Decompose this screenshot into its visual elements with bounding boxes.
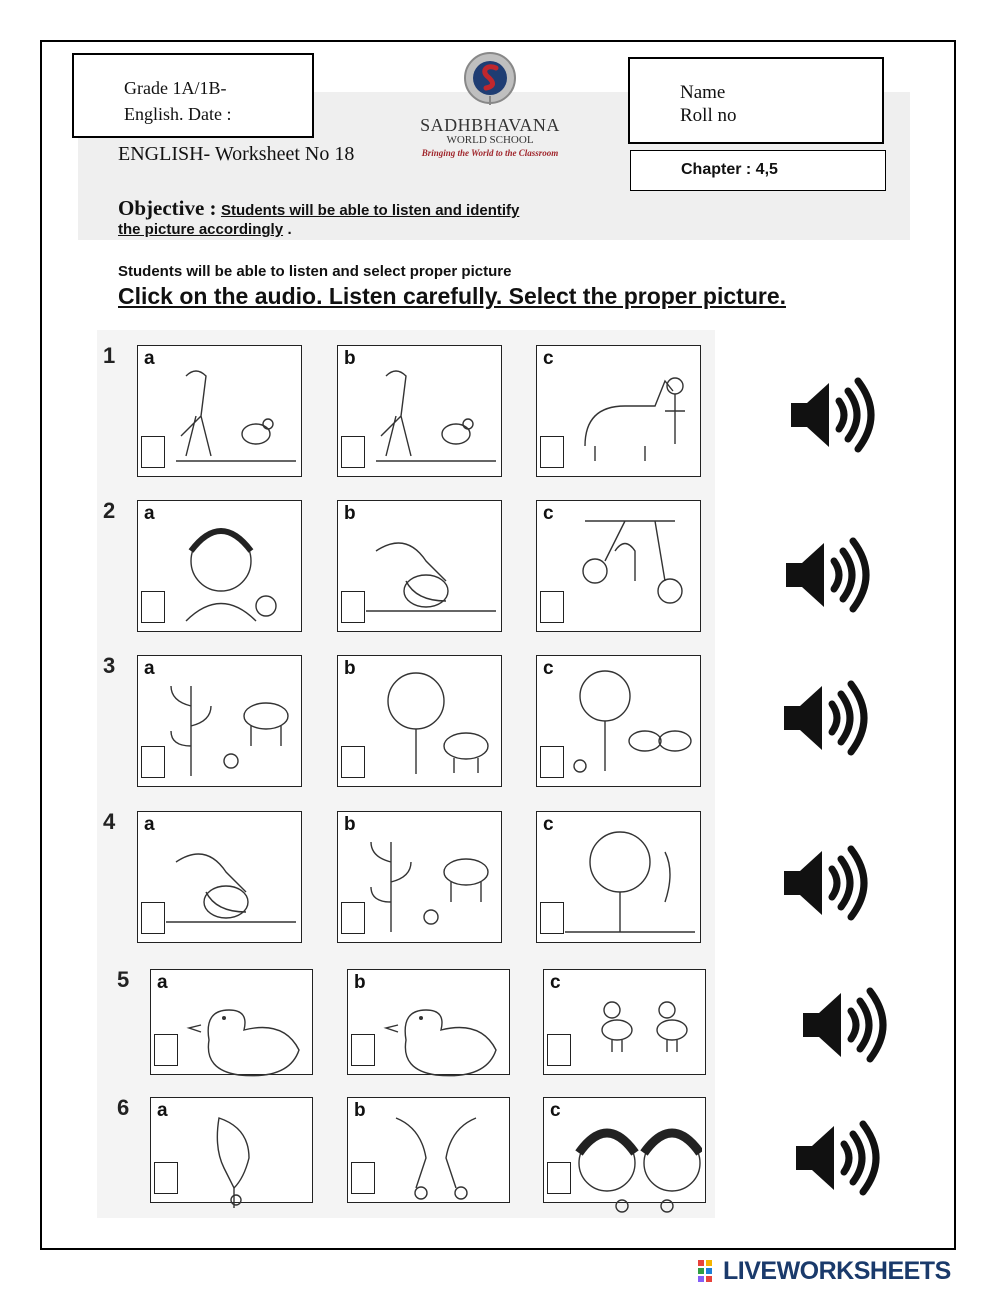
school-emblem-icon: [462, 50, 518, 106]
picture-option-b[interactable]: [337, 655, 502, 787]
option-letter: a: [144, 503, 155, 524]
audio-speaker-icon[interactable]: [778, 843, 868, 923]
school-name: SADHBHAVANA: [420, 115, 560, 135]
question-number: 5: [117, 967, 130, 992]
option-letter: b: [354, 972, 366, 993]
answer-checkbox[interactable]: [540, 436, 564, 468]
picture-illustration: [376, 1108, 506, 1220]
option-letter: a: [157, 972, 168, 993]
answer-checkbox[interactable]: [341, 902, 365, 934]
picture-illustration: [565, 356, 695, 468]
picture-illustration: [565, 511, 695, 623]
roll-label: Roll no: [680, 105, 737, 126]
grade-line: Grade 1A/1B-: [124, 78, 227, 98]
option-letter: a: [144, 814, 155, 835]
liveworksheets-logo-icon: [698, 1260, 720, 1282]
name-label: Name: [680, 82, 726, 103]
answer-checkbox[interactable]: [341, 436, 365, 468]
picture-illustration: [376, 980, 506, 1092]
english-date-line: English. Date :: [124, 104, 232, 124]
objective-text: Students will be able to listen and identify the picture accordingly: [118, 202, 520, 238]
footer-brand: LIVEWORKSHEETS: [723, 1257, 951, 1285]
instruction-subtitle: Students will be able to listen and select proper picture: [118, 263, 512, 280]
option-letter: a: [157, 1100, 168, 1121]
name-box[interactable]: [628, 57, 884, 144]
picture-illustration: [166, 356, 296, 468]
picture-illustration: [179, 980, 309, 1092]
answer-checkbox[interactable]: [154, 1162, 178, 1194]
liveworksheets-footer[interactable]: [698, 1257, 951, 1286]
audio-speaker-icon[interactable]: [797, 985, 887, 1065]
picture-option-a[interactable]: [137, 811, 302, 943]
picture-option-c[interactable]: [536, 811, 701, 943]
answer-checkbox[interactable]: [141, 746, 165, 778]
worksheet-title: ENGLISH- Worksheet No 18: [118, 143, 355, 165]
picture-option-a[interactable]: [137, 345, 302, 477]
instruction-main: Click on the audio. Listen carefully. Select the proper picture.: [118, 283, 786, 309]
answer-checkbox[interactable]: [341, 591, 365, 623]
question-number: 4: [103, 809, 116, 834]
picture-illustration: [366, 511, 496, 623]
option-letter: c: [543, 658, 554, 679]
school-logo: [410, 50, 570, 170]
picture-illustration: [565, 822, 695, 934]
audio-speaker-icon[interactable]: [785, 375, 875, 455]
answer-checkbox[interactable]: [547, 1162, 571, 1194]
picture-option-b[interactable]: [337, 345, 502, 477]
picture-illustration: [366, 356, 496, 468]
answer-checkbox[interactable]: [351, 1034, 375, 1066]
chapter-box: [630, 150, 886, 191]
answer-checkbox[interactable]: [351, 1162, 375, 1194]
picture-illustration: [166, 511, 296, 623]
answer-checkbox[interactable]: [141, 436, 165, 468]
answer-checkbox[interactable]: [540, 902, 564, 934]
question-number: 3: [103, 653, 116, 678]
audio-speaker-icon[interactable]: [790, 1118, 880, 1198]
picture-option-b[interactable]: [337, 811, 502, 943]
chapter-label: Chapter : 4,5: [681, 161, 778, 178]
school-tagline: Bringing the World to the Classroom: [421, 148, 559, 158]
answer-checkbox[interactable]: [547, 1034, 571, 1066]
picture-illustration: [565, 666, 695, 778]
option-letter: c: [543, 814, 554, 835]
picture-option-a[interactable]: [150, 1097, 313, 1203]
picture-illustration: [366, 666, 496, 778]
school-subtitle: WORLD SCHOOL: [446, 134, 534, 146]
picture-option-c[interactable]: [536, 655, 701, 787]
question-number: 6: [117, 1095, 130, 1120]
picture-illustration: [572, 980, 702, 1092]
answer-checkbox[interactable]: [154, 1034, 178, 1066]
question-number: 1: [103, 343, 116, 368]
audio-speaker-icon[interactable]: [780, 535, 870, 615]
answer-checkbox[interactable]: [141, 902, 165, 934]
picture-option-c[interactable]: [543, 969, 706, 1075]
option-letter: c: [543, 348, 554, 369]
picture-illustration: [366, 822, 496, 934]
option-letter: c: [550, 972, 561, 993]
picture-option-c[interactable]: [536, 345, 701, 477]
picture-illustration: [166, 666, 296, 778]
answer-checkbox[interactable]: [141, 591, 165, 623]
option-letter: b: [344, 503, 356, 524]
option-letter: a: [144, 658, 155, 679]
picture-illustration: [166, 822, 296, 934]
option-letter: a: [144, 348, 155, 369]
option-letter: b: [344, 658, 356, 679]
picture-illustration: [572, 1108, 702, 1220]
audio-speaker-icon[interactable]: [778, 678, 868, 758]
objective: [118, 196, 538, 239]
picture-option-a[interactable]: [150, 969, 313, 1075]
answer-checkbox[interactable]: [540, 746, 564, 778]
picture-option-a[interactable]: [137, 500, 302, 632]
option-letter: b: [344, 348, 356, 369]
option-letter: b: [344, 814, 356, 835]
answer-checkbox[interactable]: [540, 591, 564, 623]
picture-option-c[interactable]: [543, 1097, 706, 1203]
picture-option-b[interactable]: [347, 1097, 510, 1203]
question-number: 2: [103, 498, 116, 523]
answer-checkbox[interactable]: [341, 746, 365, 778]
picture-option-a[interactable]: [137, 655, 302, 787]
grade-box: [72, 53, 314, 138]
picture-option-b[interactable]: [337, 500, 502, 632]
option-letter: c: [550, 1100, 561, 1121]
option-letter: b: [354, 1100, 366, 1121]
objective-label: Objective :: [118, 196, 217, 220]
option-letter: c: [543, 503, 554, 524]
objective-period: .: [287, 221, 292, 238]
picture-option-b[interactable]: [347, 969, 510, 1075]
picture-illustration: [179, 1108, 309, 1220]
picture-option-c[interactable]: [536, 500, 701, 632]
